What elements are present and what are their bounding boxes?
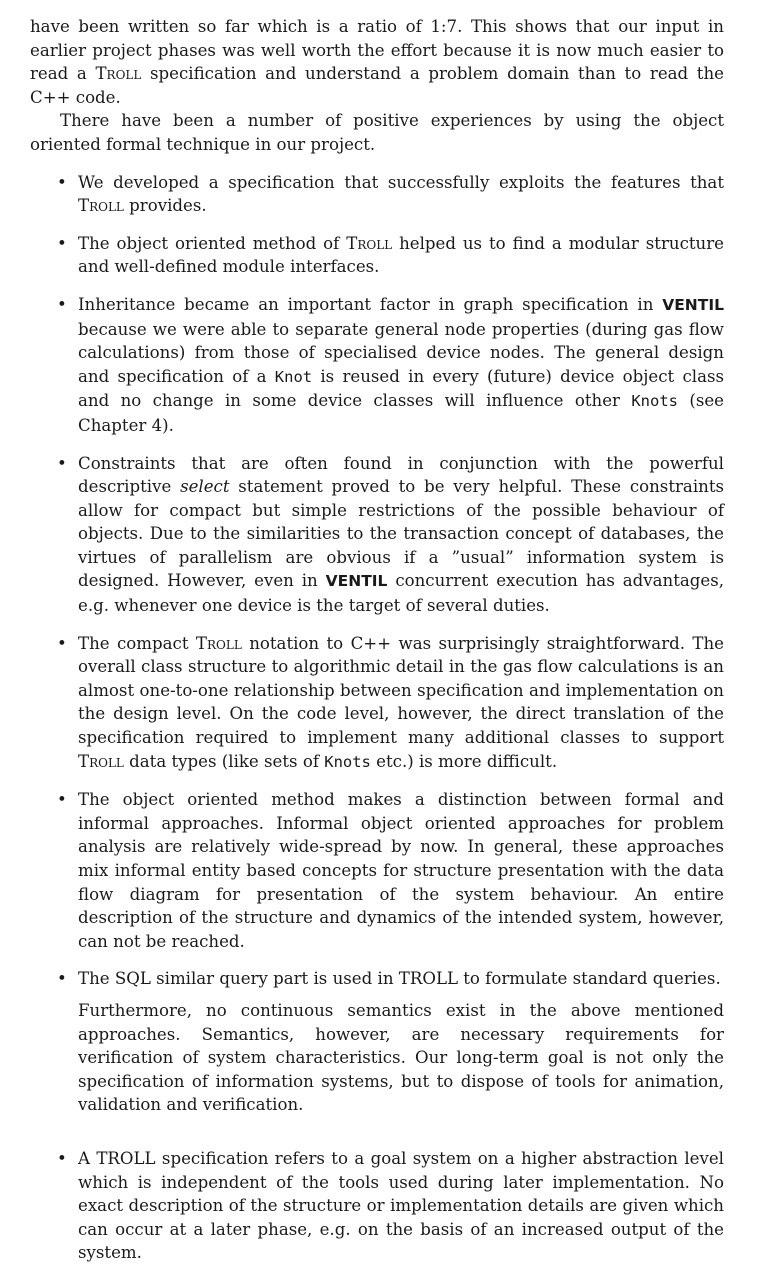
bullet-text [78, 171, 724, 218]
bullet-text [78, 632, 724, 775]
text-run: is reused in every (future) device object class and no change in some device classes will influence other [78, 366, 724, 411]
bullet-text [78, 1147, 724, 1265]
bullet-dot-icon: • [57, 172, 67, 192]
text-run: Inheritance became an important factor in graph specification in [78, 294, 663, 314]
text-run: statement proved to be very helpful. These constraints allow for compact but simple restrictions of the possible behaviour of objects. Due to the similarities to the transaction concept of databases, the virtues of parallelism are obvious if a ”usual” information system is designed. However, even in [78, 477, 724, 591]
bullet-continuation-text [78, 999, 724, 1117]
styled-term: Knot [274, 367, 313, 386]
text-run: The compact [78, 633, 196, 653]
text-run: A TROLL specification refers to a goal system on a higher abstraction level which is independent of the tools used during later implementation. No exact description of the structure or implementation details are given which can occur at a later phase, e.g. on the basis of an increased output of the system. [78, 1148, 724, 1263]
bullet-item [30, 452, 724, 618]
text-run: provides. [123, 196, 207, 216]
bullet-item [30, 632, 724, 775]
bullet-item [30, 1147, 724, 1265]
bullet-dot-icon: • [57, 453, 67, 473]
intro-paragraph-1 [30, 15, 724, 109]
bullet-text [78, 232, 724, 279]
bullet-item [30, 967, 724, 1117]
styled-term: Troll [78, 751, 124, 771]
bullet-dot-icon: • [57, 790, 67, 810]
styled-term: Knots [324, 752, 371, 771]
styled-term: Troll [346, 233, 393, 253]
text-run: We developed a specification that successfully exploits the features that [78, 172, 724, 192]
text-run: concurrent execution has advantages, e.g. whenever one device is the target of several duties. [78, 571, 724, 616]
bullet-dot-icon: • [57, 233, 67, 253]
text-run: etc.) is more difficult. [370, 751, 558, 771]
styled-term: select [180, 477, 230, 497]
styled-term: Troll [195, 633, 242, 653]
text-run: The SQL similar query part is used in TROLL to formulate standard queries. [78, 969, 721, 989]
bullet-item [30, 171, 724, 218]
experience-bullet-list [30, 171, 724, 1265]
bullet-text [78, 293, 724, 438]
styled-term: Troll [95, 64, 142, 84]
bullet-item [30, 293, 724, 438]
text-run: data types (like sets of [123, 751, 325, 771]
intro-paragraph-2 [30, 109, 724, 156]
styled-term: VENTIL [662, 295, 724, 314]
bullet-dot-icon: • [57, 969, 67, 989]
styled-term: Knots [631, 392, 678, 411]
text-run: helped us to find a modular structure and well-defined module interfaces. [78, 233, 724, 277]
styled-term: VENTIL [325, 572, 388, 591]
bullet-dot-icon: • [57, 633, 67, 653]
text-run: have been written so far which is a ratio of 1:7. This shows that our input in earlier project phases was well worth the effort because it is now much easier to read a [30, 17, 724, 84]
bullet-text [78, 967, 724, 991]
text-run: (see Chapter 4). [78, 391, 724, 435]
bullet-item [30, 788, 724, 953]
text-run: notation to C++ was surprisingly straightforward. The overall class structure to algorithmic detail in the gas flow calculations is an almost one-to-one relationship between specification and implementation on the design level. On the code level, however, the direct translation of the specification required to implement many additional classes to support [78, 633, 725, 748]
text-run: Furthermore, no continuous semantics exist in the above mentioned approaches. Semantics, however, are necessary requirements for verification of system characteristics. Our long-term goal is not only the specification of information systems, but to dispose of tools for animation, validation and verification. [78, 1000, 724, 1115]
bullet-item [30, 232, 724, 279]
text-run: The object oriented method of [78, 233, 347, 253]
text-run: specification and understand a problem domain than to read the C++ code. [30, 64, 724, 107]
bullet-text [78, 788, 724, 953]
text-run: Constraints that are often found in conjunction with the powerful descriptive [78, 453, 724, 497]
bullet-dot-icon: • [57, 1148, 67, 1168]
styled-term: Troll [78, 196, 124, 216]
text-run: There have been a number of positive experiences by using the object oriented formal technique in our project. [30, 111, 724, 154]
intro-section [30, 15, 724, 157]
text-run: because we were able to separate general node properties (during gas flow calculations) from those of specialised device nodes. The general design and specification of a [78, 319, 724, 386]
bullet-dot-icon: • [57, 294, 67, 314]
bullet-text [78, 452, 724, 618]
paper-page-body [30, 15, 724, 1279]
text-run: The object oriented method makes a distinction between formal and informal approaches. Informal object oriented approaches for problem analysis are relatively wide-spread by now. In general, these approaches mix informal entity based concepts for structure presentation with the data flow diagram for presentation of the system behaviour. An entire description of the structure and dynamics of the intended system, however, can not be reached. [78, 790, 724, 951]
